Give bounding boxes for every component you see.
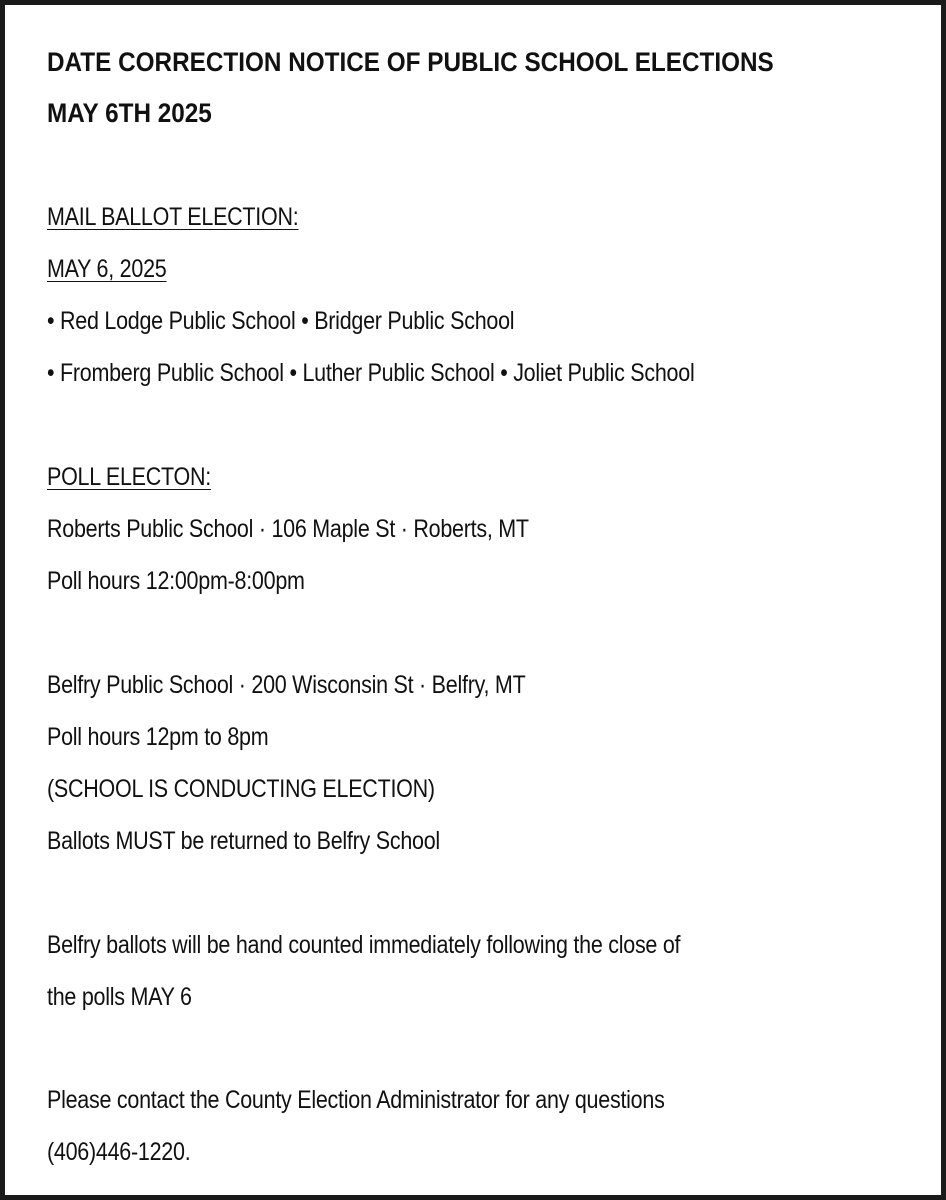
contact-line1: Please contact the County Election Administrator for any questions [47,1086,665,1114]
mail-ballot-date: MAY 6, 2025 [47,255,167,283]
roberts-address: Roberts Public School · 106 Maple St · Roberts, MT [47,515,529,543]
mail-ballot-schools-line2: • Fromberg Public School • Luther Public School • Joliet Public School [47,359,695,387]
notice-title-line1: DATE CORRECTION NOTICE OF PUBLIC SCHOOL ELECTIONS [47,47,774,77]
roberts-poll-hours: Poll hours 12:00pm-8:00pm [47,567,305,595]
mail-ballot-heading: MAIL BALLOT ELECTION: [47,203,299,231]
belfry-address: Belfry Public School · 200 Wisconsin St · Belfry, MT [47,671,526,699]
belfry-return-note: Ballots MUST be returned to Belfry School [47,827,440,855]
hand-count-line2: the polls MAY 6 [47,983,192,1011]
mail-ballot-schools-line1: • Red Lodge Public School • Bridger Public School [47,307,515,335]
contact-phone: (406)446-1220. [47,1138,191,1166]
poll-election-heading: POLL ELECTON: [47,463,211,491]
notice-title-line2: MAY 6TH 2025 [47,98,212,128]
hand-count-line1: Belfry ballots will be hand counted immediately following the close of [47,931,681,959]
belfry-poll-hours: Poll hours 12pm to 8pm [47,723,269,751]
belfry-conducting-note: (SCHOOL IS CONDUCTING ELECTION) [47,775,435,803]
